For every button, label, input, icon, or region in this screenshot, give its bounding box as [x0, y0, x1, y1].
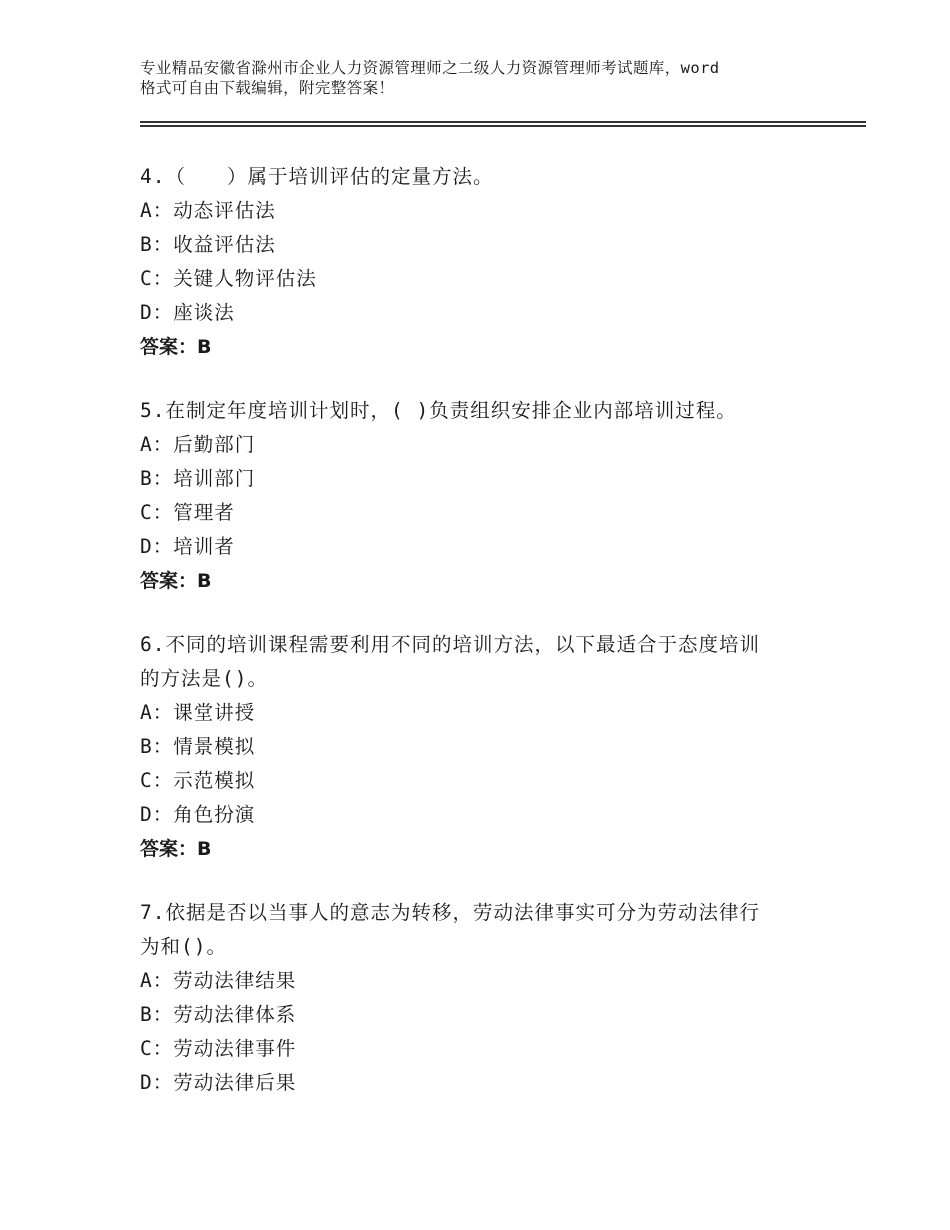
- question-stem-line: 6.不同的培训课程需要利用不同的培训方法，以下最适合于态度培训: [140, 633, 760, 656]
- question-stem: [140, 628, 820, 696]
- option-c: C：关键人物评估法: [140, 267, 317, 290]
- option-b: B：劳动法律体系: [140, 1003, 297, 1026]
- header-divider-top: [140, 121, 866, 123]
- question-stem-line: 为和()。: [140, 935, 227, 958]
- question-5: [140, 394, 820, 598]
- header-title-line-1: 专业精品安徽省滁州市企业人力资源管理师之二级人力资源管理师考试题库，word: [140, 59, 720, 77]
- option-a: A：动态评估法: [140, 199, 276, 222]
- question-stem-line: 7.依据是否以当事人的意志为转移，劳动法律事实可分为劳动法律行: [140, 901, 760, 924]
- question-list: [140, 160, 820, 1130]
- question-stem: [140, 394, 820, 428]
- question-4: [140, 160, 820, 364]
- answer-label: 答案：B: [140, 838, 212, 860]
- option-a: A：劳动法律结果: [140, 969, 297, 992]
- question-7: [140, 896, 820, 1100]
- document-header: [140, 58, 840, 98]
- option-a: A：后勤部门: [140, 433, 256, 456]
- answer-label: 答案：B: [140, 570, 212, 592]
- option-d: D：座谈法: [140, 301, 235, 324]
- answer-label: 答案：B: [140, 336, 212, 358]
- question-stem-line: 5.在制定年度培训计划时，( )负责组织安排企业内部培训过程。: [140, 399, 737, 422]
- question-stem-line: 4.（ ）属于培训评估的定量方法。: [140, 165, 494, 188]
- option-a: A：课堂讲授: [140, 701, 256, 724]
- option-b: B：收益评估法: [140, 233, 276, 256]
- option-c: C：劳动法律事件: [140, 1037, 297, 1060]
- question-stem: [140, 160, 820, 194]
- question-stem: [140, 896, 820, 964]
- header-title-line-2: 格式可自由下载编辑，附完整答案！: [140, 79, 395, 97]
- option-d: D：角色扮演: [140, 803, 256, 826]
- option-d: D：劳动法律后果: [140, 1071, 297, 1094]
- option-b: B：情景模拟: [140, 735, 256, 758]
- option-b: B：培训部门: [140, 467, 256, 490]
- question-6: [140, 628, 820, 866]
- question-stem-line: 的方法是()。: [140, 667, 268, 690]
- option-d: D：培训者: [140, 535, 235, 558]
- header-divider-bottom: [140, 125, 866, 127]
- option-c: C：管理者: [140, 501, 235, 524]
- option-c: C：示范模拟: [140, 769, 256, 792]
